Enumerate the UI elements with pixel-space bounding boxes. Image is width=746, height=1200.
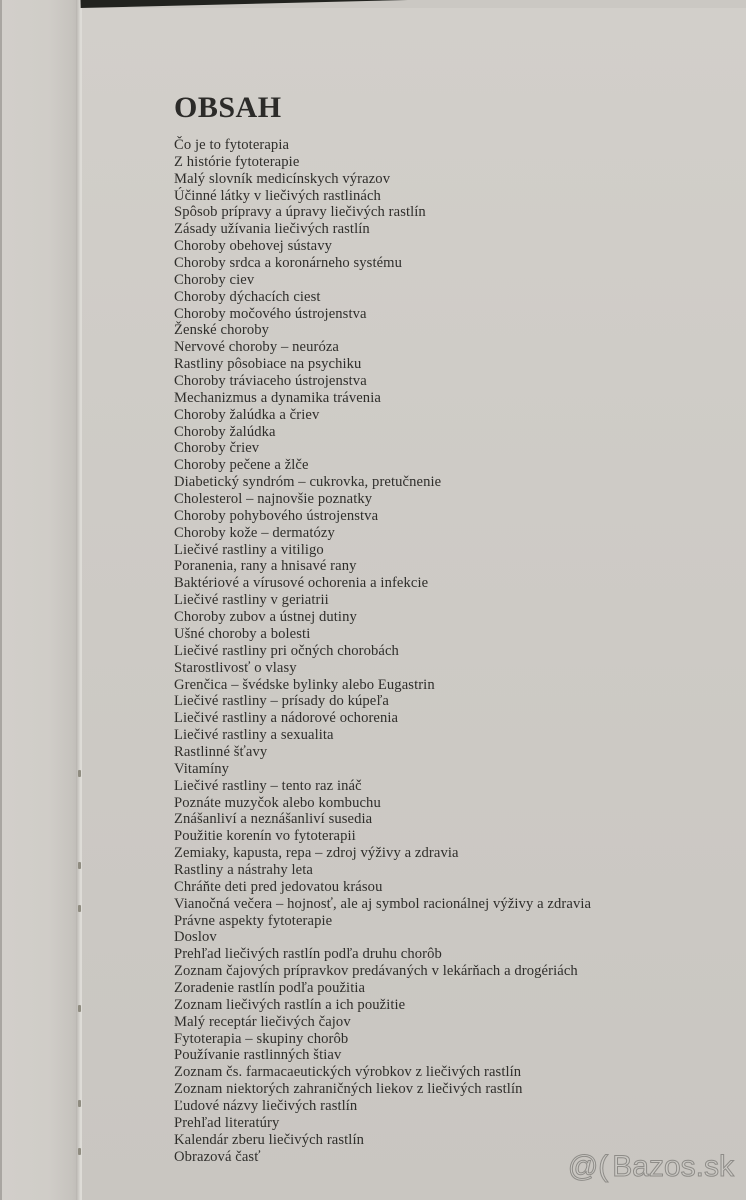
table-of-contents bbox=[174, 90, 591, 1165]
toc-entry: Choroby močového ústrojenstva bbox=[174, 305, 367, 322]
toc-entry: Ľudové názvy liečivých rastlín bbox=[174, 1097, 358, 1114]
table-of-contents-page bbox=[82, 8, 746, 1200]
toc-entry: Diabetický syndróm – cukrovka, pretučnenie bbox=[174, 474, 442, 491]
toc-entry: Baktériové a vírusové ochorenia a infekcie bbox=[174, 575, 429, 592]
toc-entry: Zásady užívania liečivých rastlín bbox=[174, 221, 370, 238]
toc-entry: Prehľad literatúry bbox=[174, 1114, 280, 1131]
page-title: OBSAH bbox=[174, 91, 282, 124]
toc-entry: Znášanliví a neznášanliví susedia bbox=[174, 811, 373, 828]
toc-entry: Zoznam čajových prípravkov predávaných v lekárňach a drogériách bbox=[174, 963, 578, 980]
toc-entry: Cholesterol – najnovšie poznatky bbox=[174, 491, 373, 508]
toc-entry: Nervové choroby – neuróza bbox=[174, 339, 339, 356]
binding-mark bbox=[78, 905, 81, 912]
binding-mark bbox=[78, 1005, 81, 1012]
toc-entry: Účinné látky v liečivých rastlinách bbox=[174, 187, 381, 204]
page-edge-line bbox=[0, 0, 2, 1200]
toc-entry: Choroby srdca a koronárneho systému bbox=[174, 255, 403, 272]
binding-mark bbox=[78, 770, 81, 777]
toc-entry: Doslov bbox=[174, 929, 217, 946]
binding-mark bbox=[78, 862, 81, 869]
toc-entry: Choroby pohybového ústrojenstva bbox=[174, 507, 379, 524]
toc-entry: Zoradenie rastlín podľa použitia bbox=[174, 979, 366, 996]
toc-entry: Spôsob prípravy a úpravy liečivých rastlín bbox=[174, 204, 426, 221]
toc-entry: Choroby pečene a žlče bbox=[174, 457, 309, 474]
toc-entry: Choroby žalúdka bbox=[174, 423, 276, 440]
toc-entry: Choroby zubov a ústnej dutiny bbox=[174, 609, 357, 626]
watermark bbox=[568, 1150, 734, 1184]
toc-entry: Fytoterapia – skupiny chorôb bbox=[174, 1030, 349, 1047]
toc-entry: Prehľad liečivých rastlín podľa druhu chorôb bbox=[174, 946, 442, 963]
toc-entry: Ušné choroby a bolesti bbox=[174, 625, 311, 642]
toc-entry: Ženské choroby bbox=[174, 322, 270, 339]
toc-entry: Poranenia, rany a hnisavé rany bbox=[174, 558, 357, 575]
toc-entry: Mechanizmus a dynamika trávenia bbox=[174, 389, 381, 406]
toc-entry: Chráňte deti pred jedovatou krásou bbox=[174, 878, 383, 895]
toc-entry: Starostlivosť o vlasy bbox=[174, 659, 297, 676]
toc-entry: Obrazová časť bbox=[174, 1148, 261, 1165]
binding-mark bbox=[78, 1148, 81, 1155]
toc-entry: Zoznam liečivých rastlín a ich použitie bbox=[174, 996, 406, 1013]
toc-entry: Choroby obehovej sústavy bbox=[174, 238, 333, 255]
binding-mark bbox=[78, 1100, 81, 1107]
toc-entry: Liečivé rastliny a vitiligo bbox=[174, 541, 324, 558]
toc-entry: Choroby kože – dermatózy bbox=[174, 524, 335, 541]
toc-entry: Choroby dýchacích ciest bbox=[174, 288, 321, 305]
toc-entry: Malý slovník medicínskych výrazov bbox=[174, 170, 391, 187]
toc-entry: Rastliny a nástrahy leta bbox=[174, 861, 313, 878]
toc-entry: Čo je to fytoterapia bbox=[174, 137, 290, 153]
toc-entry: Použitie korenín vo fytoterapii bbox=[174, 828, 356, 845]
toc-entry: Vitamíny bbox=[174, 760, 230, 777]
toc-entry: Zoznam čs. farmacaeutických výrobkov z liečivých rastlín bbox=[174, 1064, 522, 1081]
toc-entry: Liečivé rastliny pri očných chorobách bbox=[174, 642, 399, 659]
toc-entry: Používanie rastlinných štiav bbox=[174, 1047, 342, 1064]
toc-entry: Rastlinné šťavy bbox=[174, 743, 268, 760]
toc-entry: Kalendár zberu liečivých rastlín bbox=[174, 1131, 364, 1148]
toc-entry: Liečivé rastliny a nádorové ochorenia bbox=[174, 710, 399, 727]
toc-entry: Choroby čriev bbox=[174, 440, 260, 457]
watermark-text: Bazos.sk bbox=[612, 1150, 734, 1183]
toc-entry: Malý receptár liečivých čajov bbox=[174, 1013, 351, 1030]
toc-entry: Liečivé rastliny – tento raz ináč bbox=[174, 777, 362, 794]
toc-entry: Choroby ciev bbox=[174, 271, 255, 288]
toc-entry: Liečivé rastliny a sexualita bbox=[174, 727, 334, 744]
toc-entry: Zemiaky, kapusta, repa – zdroj výživy a zdravia bbox=[174, 845, 459, 862]
toc-list bbox=[174, 137, 591, 1165]
toc-entry: Rastliny pôsobiace na psychiku bbox=[174, 356, 362, 373]
toc-entry: Liečivé rastliny v geriatrii bbox=[174, 592, 329, 609]
cover-edge bbox=[80, 0, 746, 8]
toc-entry: Zoznam niektorých zahraničných liekov z liečivých rastlín bbox=[174, 1081, 523, 1098]
toc-entry: Choroby žalúdka a čriev bbox=[174, 406, 320, 423]
toc-entry: Poznáte muzyčok alebo kombuchu bbox=[174, 794, 381, 811]
toc-entry: Grenčica – švédske bylinky alebo Eugastrin bbox=[174, 676, 435, 693]
toc-entry: Choroby tráviaceho ústrojenstva bbox=[174, 373, 367, 390]
toc-entry: Právne aspekty fytoterapie bbox=[174, 912, 333, 929]
watermark-logo-icon: @( bbox=[567, 1150, 609, 1183]
previous-page-edge bbox=[0, 0, 80, 1200]
toc-entry: Liečivé rastliny – prísady do kúpeľa bbox=[174, 693, 389, 710]
toc-entry: Vianočná večera – hojnosť, ale aj symbol racionálnej výživy a zdravia bbox=[174, 895, 592, 912]
toc-entry: Z histórie fytoterapie bbox=[174, 153, 300, 170]
